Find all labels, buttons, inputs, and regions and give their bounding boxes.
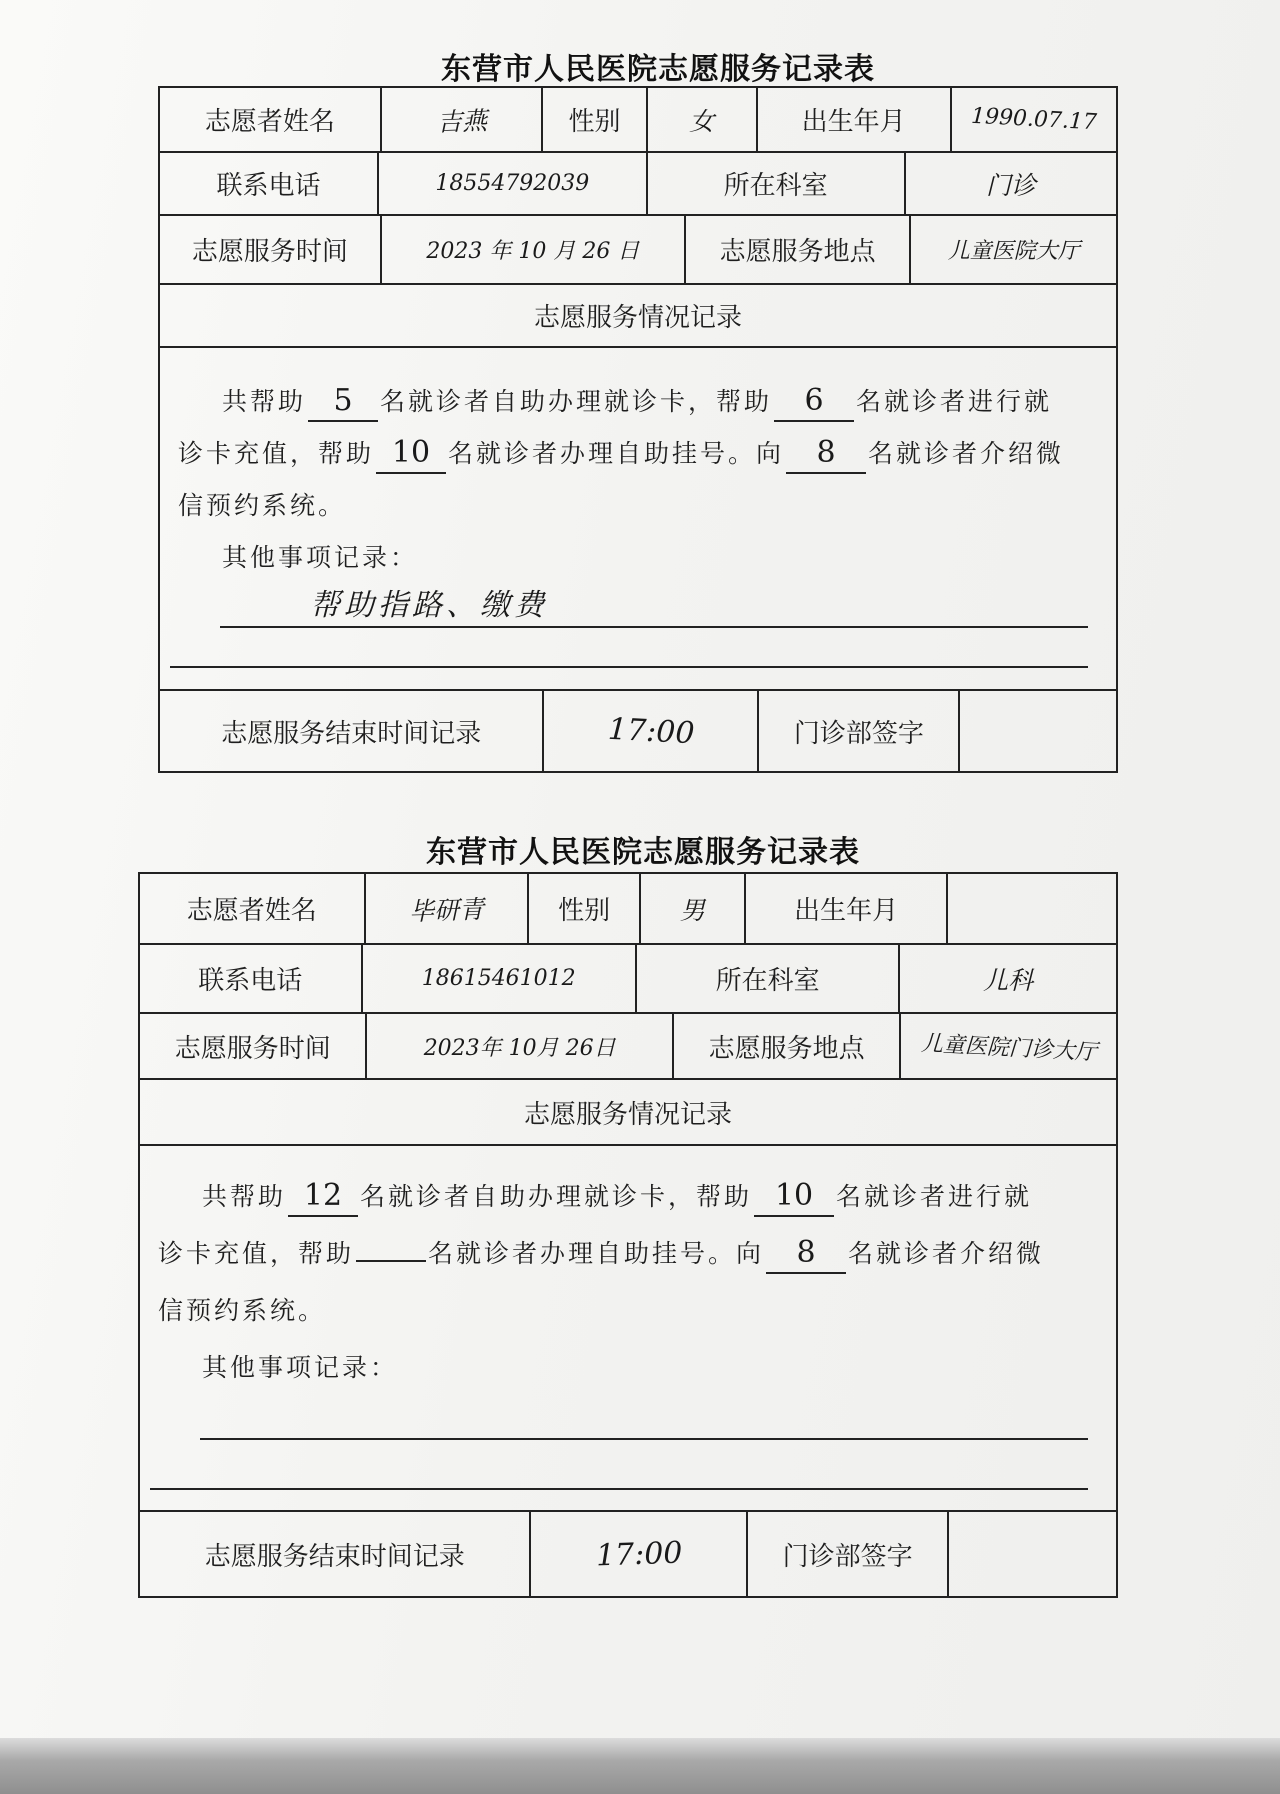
other-records-field[interactable] (220, 586, 1088, 628)
line2-text-c: 名就诊者介绍微 (848, 1239, 1045, 1268)
signature-label: 门诊部签字 (757, 691, 958, 771)
service-time-field[interactable] (365, 1014, 671, 1078)
other-records-value: 帮助指路、缴费 (310, 588, 548, 623)
end-time-field[interactable] (542, 691, 757, 771)
gender-label: 性别 (527, 874, 638, 943)
service-time-label: 志愿服务时间 (191, 237, 348, 267)
gender-field[interactable] (639, 874, 744, 943)
row-time-place (140, 1012, 1116, 1078)
other-records-line-2[interactable] (170, 666, 1088, 668)
end-time-label: 志愿服务结束时间记录 (221, 718, 482, 749)
other-records-field[interactable] (200, 1398, 1088, 1440)
line1-text-b: 名就诊者自助办理就诊卡，帮助 (360, 1182, 753, 1211)
record-form-1 (158, 86, 1118, 773)
row-time-place (160, 214, 1116, 283)
dept-value: 门诊 (985, 170, 1036, 200)
line2-text-a: 诊卡充值，帮助 (158, 1239, 355, 1268)
birth-field[interactable] (950, 88, 1116, 151)
birth-value: 1990.07.17 (970, 103, 1098, 136)
record-heading: 志愿服务情况记录 (533, 303, 742, 333)
phone-field[interactable] (361, 945, 635, 1012)
desk-surface (0, 1738, 1280, 1794)
line2-text-c: 名就诊者介绍微 (868, 439, 1065, 468)
phone-field[interactable] (377, 153, 646, 214)
line2-text-a: 诊卡充值，帮助 (178, 439, 375, 468)
phone-value: 18554792039 (435, 171, 590, 196)
register-count-field[interactable] (356, 1226, 426, 1262)
row-name-gender-birth (140, 874, 1116, 943)
row-record-heading (140, 1078, 1116, 1144)
record-line-3: 信预约系统。 (158, 1296, 327, 1325)
service-time-field[interactable] (380, 216, 684, 283)
dept-label: 所在科室 (635, 945, 899, 1012)
row-end-time (160, 689, 1116, 771)
card-count-field[interactable] (308, 383, 378, 422)
birth-label: 出生年月 (756, 88, 950, 151)
other-records-label: 其他事项记录： (202, 1353, 399, 1382)
recharge-count-field[interactable] (774, 383, 854, 422)
line2-text-b: 名就诊者办理自助挂号。向 (428, 1239, 765, 1268)
end-time-label: 志愿服务结束时间记录 (204, 1541, 465, 1572)
service-place-label: 志愿服务地点 (684, 216, 910, 283)
name-label: 志愿者姓名 (204, 107, 335, 137)
register-count-value: 10 (391, 435, 431, 470)
gender-label: 性别 (541, 88, 645, 151)
other-records-line-2[interactable] (150, 1488, 1088, 1490)
phone-label: 联系电话 (216, 171, 321, 201)
gender-field[interactable] (646, 88, 756, 151)
wechat-count-field[interactable] (786, 435, 866, 474)
wechat-count-value: 8 (816, 435, 836, 470)
form-title: 东营市人民医院志愿服务记录表 (441, 52, 875, 87)
signature-field[interactable] (958, 691, 1116, 771)
birth-field[interactable] (946, 874, 1116, 943)
line1-text-b: 名就诊者自助办理就诊卡，帮助 (380, 387, 773, 416)
gender-value: 女 (689, 106, 715, 136)
record-line-1 (160, 376, 1116, 428)
card-count-value: 12 (303, 1178, 343, 1213)
line1-text-a: 共帮助 (222, 387, 307, 416)
line2-text-b: 名就诊者办理自助挂号。向 (448, 439, 785, 468)
service-place-field[interactable] (899, 1014, 1116, 1078)
end-time-field[interactable] (529, 1512, 746, 1596)
phone-label: 联系电话 (198, 966, 303, 996)
record-line-2 (140, 1225, 1116, 1282)
row-phone-dept (160, 151, 1116, 214)
record-form-2 (138, 872, 1118, 1598)
card-count-field[interactable] (288, 1178, 358, 1217)
end-time-value: 17:00 (606, 711, 696, 751)
row-end-time (140, 1510, 1116, 1596)
dept-field[interactable] (904, 153, 1116, 214)
row-record-body (140, 1144, 1116, 1510)
record-line-1 (140, 1168, 1116, 1225)
signature-field[interactable] (947, 1512, 1116, 1596)
recharge-count-value: 10 (774, 1178, 814, 1213)
line1-text-a: 共帮助 (202, 1182, 287, 1211)
service-place-field[interactable] (909, 216, 1115, 283)
service-place-value: 儿童医院门诊大厅 (920, 1030, 1098, 1066)
gender-value: 男 (679, 895, 705, 925)
line1-text-c: 名就诊者进行就 (856, 387, 1053, 416)
name-value: 吉燕 (436, 105, 488, 137)
record-body (160, 348, 1116, 689)
line1-text-c: 名就诊者进行就 (836, 1182, 1033, 1211)
row-name-gender-birth (160, 88, 1116, 151)
name-field[interactable] (380, 88, 542, 151)
wechat-count-value: 8 (796, 1235, 816, 1270)
name-value: 毕研青 (408, 894, 485, 926)
row-record-heading (160, 283, 1116, 346)
service-date-value: 2023年 10月 26日 (423, 1035, 616, 1061)
card-count-value: 5 (333, 383, 353, 418)
dept-value: 儿科 (983, 965, 1034, 995)
name-field[interactable] (364, 874, 528, 943)
service-place-value: 儿童医院大厅 (947, 239, 1080, 264)
service-place-label: 志愿服务地点 (672, 1014, 899, 1078)
phone-value: 18615461012 (421, 966, 576, 991)
record-body (140, 1146, 1116, 1510)
wechat-count-field[interactable] (766, 1235, 846, 1274)
record-line-2 (160, 428, 1116, 480)
service-time-label: 志愿服务时间 (174, 1033, 331, 1064)
birth-label: 出生年月 (744, 874, 946, 943)
other-records-label: 其他事项记录： (222, 543, 419, 572)
form-title: 东营市人民医院志愿服务记录表 (426, 835, 860, 870)
service-date-value: 2023 年 10 月 26 日 (426, 239, 640, 264)
signature-label: 门诊部签字 (746, 1512, 947, 1596)
row-phone-dept (140, 943, 1116, 1012)
recharge-count-value: 6 (804, 383, 824, 418)
dept-field[interactable] (898, 945, 1116, 1012)
dept-label: 所在科室 (646, 153, 904, 214)
recharge-count-field[interactable] (754, 1178, 834, 1217)
record-heading: 志愿服务情况记录 (523, 1099, 732, 1130)
end-time-value: 17:00 (594, 1535, 683, 1573)
row-record-body (160, 346, 1116, 689)
name-label: 志愿者姓名 (186, 896, 317, 926)
record-line-3: 信预约系统。 (178, 491, 347, 520)
register-count-field[interactable] (376, 435, 446, 474)
